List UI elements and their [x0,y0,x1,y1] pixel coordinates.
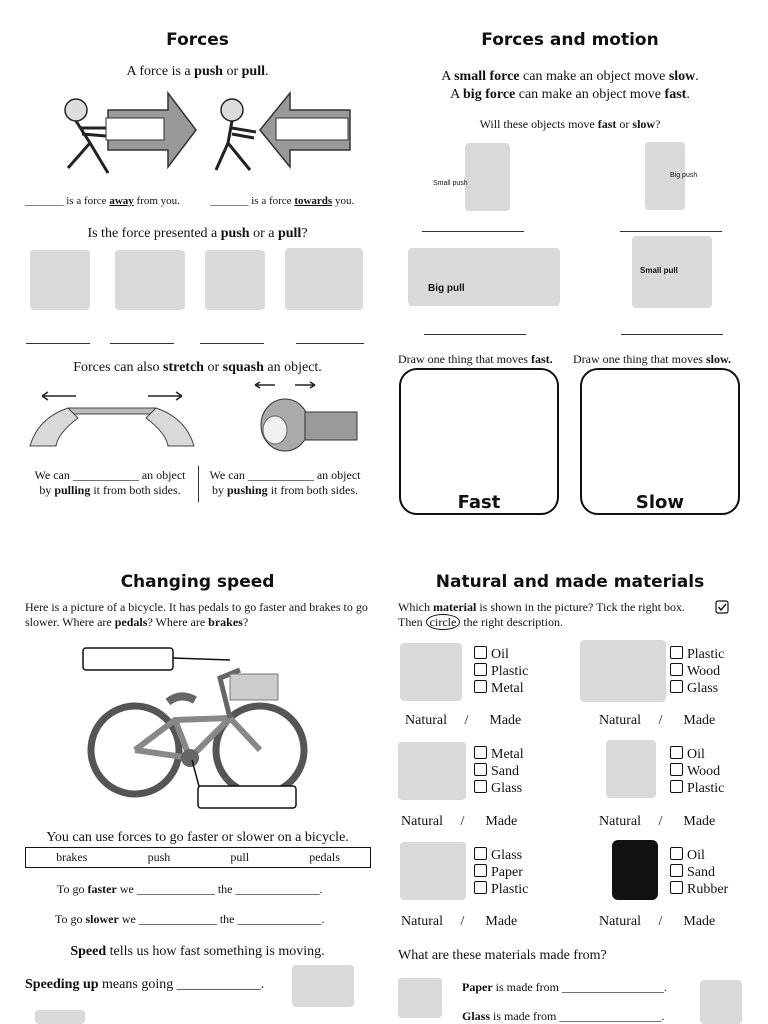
checkbox[interactable] [474,646,487,659]
brakes-label-box [198,786,296,808]
paper-image [400,842,466,900]
materials-title: Natural and made materials [435,572,705,592]
natural-choice[interactable]: Natural [401,814,443,829]
word-bank [25,847,371,868]
made-choice[interactable]: Made [489,713,522,728]
made-choice[interactable]: Made [683,713,716,728]
draw-fast-text: Draw one thing that moves fast. [398,352,553,366]
big-push-label: Big push [670,172,698,179]
option-row[interactable]: Wood [670,663,724,680]
screws-image [400,643,462,701]
checkbox[interactable] [670,763,683,776]
made-choice[interactable]: Made [683,914,716,929]
checkbox[interactable] [670,746,683,759]
push-illustration [28,88,198,183]
option-row[interactable]: Wood [670,763,724,780]
tick-box-icon [715,600,729,614]
options-item-3 [474,746,524,797]
natural-choice[interactable]: Natural [599,713,641,728]
natural-choice[interactable]: Natural [401,914,443,929]
circle-instruction: Then circle the right description. [398,615,563,629]
turtle-image [35,1010,85,1024]
slow-drawing-box[interactable] [580,368,740,515]
answer-line[interactable] [422,231,524,232]
rabbit-image [292,965,354,1007]
answer-line[interactable] [296,343,364,344]
options-item-5 [474,847,528,898]
option-row[interactable]: Glass [474,847,528,864]
checkbox[interactable] [474,763,487,776]
option-row[interactable]: Plastic [474,663,528,680]
bicycle-illustration [80,640,310,810]
option-row[interactable]: Oil [474,646,528,663]
option-row[interactable]: Plastic [670,780,724,797]
option-row[interactable]: Plastic [474,881,528,898]
materials-instruction: Which material is shown in the picture? Tick the right box. [398,600,685,614]
checkbox[interactable] [474,780,487,793]
option-row[interactable]: Oil [670,746,724,763]
motion-intro: A small force can make an object move slow. A big force can make an object move fast. [441,69,699,102]
checkbox[interactable] [670,847,683,860]
options-item-1 [474,646,528,697]
stretch-illustration [28,388,196,450]
word-brakes: brakes [56,850,88,864]
word-push: push [147,850,171,864]
checkbox[interactable] [474,680,487,693]
natural-choice[interactable]: Natural [599,914,641,929]
logs-image [580,640,666,702]
question-girl-image [700,980,742,1024]
option-row[interactable]: Plastic [670,646,724,663]
fast-drawing-box[interactable] [399,368,559,515]
faster-sentence: To go faster we _____________ the ______________. [57,882,323,896]
force-definition: A force is a push or pull. [126,64,269,79]
answer-line[interactable] [621,334,723,335]
checkbox[interactable] [670,881,683,894]
checkbox[interactable] [474,746,487,759]
answer-line[interactable] [620,231,722,232]
away-text: _______ is a force away from you. [25,195,180,207]
checkbox[interactable] [670,780,683,793]
answer-line[interactable] [424,334,526,335]
draw-slow-text: Draw one thing that moves slow. [573,352,731,366]
option-row[interactable]: Glass [670,680,724,697]
dog-pull-image [408,248,560,306]
small-pull-label: Small pull [640,266,678,275]
checkbox[interactable] [474,847,487,860]
drawer-image [205,250,265,310]
push-or-pull-question: Is the force presented a push or a pull? [87,226,308,241]
natural-made-1: Natural / Made [405,713,522,728]
stretch-squash-text: Forces can also stretch or squash an object. [73,360,322,375]
speeding-up-text: Speeding up means going ____________. [25,977,265,992]
options-item-4 [670,746,724,797]
glass-made-from: Glass is made from _________________. [462,1009,665,1023]
pedals-label-box [83,648,173,670]
option-row[interactable]: Metal [474,746,524,763]
fast-box-label: Fast [457,492,501,513]
oil-barrel-image [612,840,658,900]
answer-line[interactable] [200,343,264,344]
towards-text: _______ is a force towards you. [210,195,355,207]
natural-made-3: Natural / Made [401,814,518,829]
natural-choice[interactable]: Natural [599,814,641,829]
bike-forces-text: You can use forces to go faster or slower on a bicycle. [46,830,349,845]
paper-made-from: Paper is made from _________________. [462,980,667,994]
thinking-image [398,978,442,1018]
word-pedals: pedals [309,850,340,864]
option-row[interactable]: Rubber [670,881,728,898]
bicycle-intro: Here is a picture of a bicycle. It has pedals to go faster and brakes to go slower. Where are pedals? Where are brakes? [25,600,368,629]
speed-definition: Speed tells us how fast something is moving. [70,944,325,959]
pull-blank-text: We can ___________ an object by pulling it from both sides. [34,468,186,497]
natural-made-4: Natural / Made [599,814,716,829]
checkbox[interactable] [474,881,487,894]
motion-question: Will these objects move fast or slow? [479,117,661,131]
made-choice[interactable]: Made [485,814,518,829]
big-pull-label: Big pull [428,283,465,294]
slow-box-label: Slow [635,492,685,513]
option-row[interactable]: Sand [474,763,524,780]
forces-title: Forces [166,30,229,50]
made-from-question: What are these materials made from? [398,948,607,963]
slower-sentence: To go slower we _____________ the ______________. [55,912,325,926]
options-item-2 [670,646,724,697]
sandcastle-image [398,742,466,800]
made-choice[interactable]: Made [485,914,518,929]
checkbox[interactable] [474,663,487,676]
answer-line[interactable] [110,343,174,344]
box-push-image [115,250,185,310]
natural-choice[interactable]: Natural [405,713,447,728]
child-toy-image [465,143,510,211]
made-choice[interactable]: Made [683,814,716,829]
checkbox[interactable] [670,680,683,693]
option-row[interactable]: Oil [670,847,728,864]
checkbox[interactable] [670,646,683,659]
natural-made-5: Natural / Made [401,914,518,929]
divider [198,466,199,502]
natural-made-6: Natural / Made [599,914,716,929]
motion-title: Forces and motion [481,30,659,50]
options-item-6 [670,847,728,898]
answer-line[interactable] [26,343,90,344]
option-row[interactable]: Sand [670,864,728,881]
checkbox[interactable] [670,663,683,676]
word-pull: pull [230,850,250,864]
push-blank-text: We can ___________ an object by pushing it from both sides. [209,468,361,497]
pull-illustration [210,88,360,183]
option-row[interactable]: Metal [474,680,528,697]
speed-title: Changing speed [120,572,275,592]
trolley-image [30,250,90,310]
option-row[interactable]: Paper [474,864,528,881]
squash-illustration [245,380,360,455]
plastic-bag-image [606,740,656,798]
checkbox[interactable] [670,864,683,877]
checkbox[interactable] [474,864,487,877]
hammer-image [285,248,363,310]
option-row[interactable]: Glass [474,780,524,797]
natural-made-2: Natural / Made [599,713,716,728]
small-push-label: Small push [433,180,468,187]
